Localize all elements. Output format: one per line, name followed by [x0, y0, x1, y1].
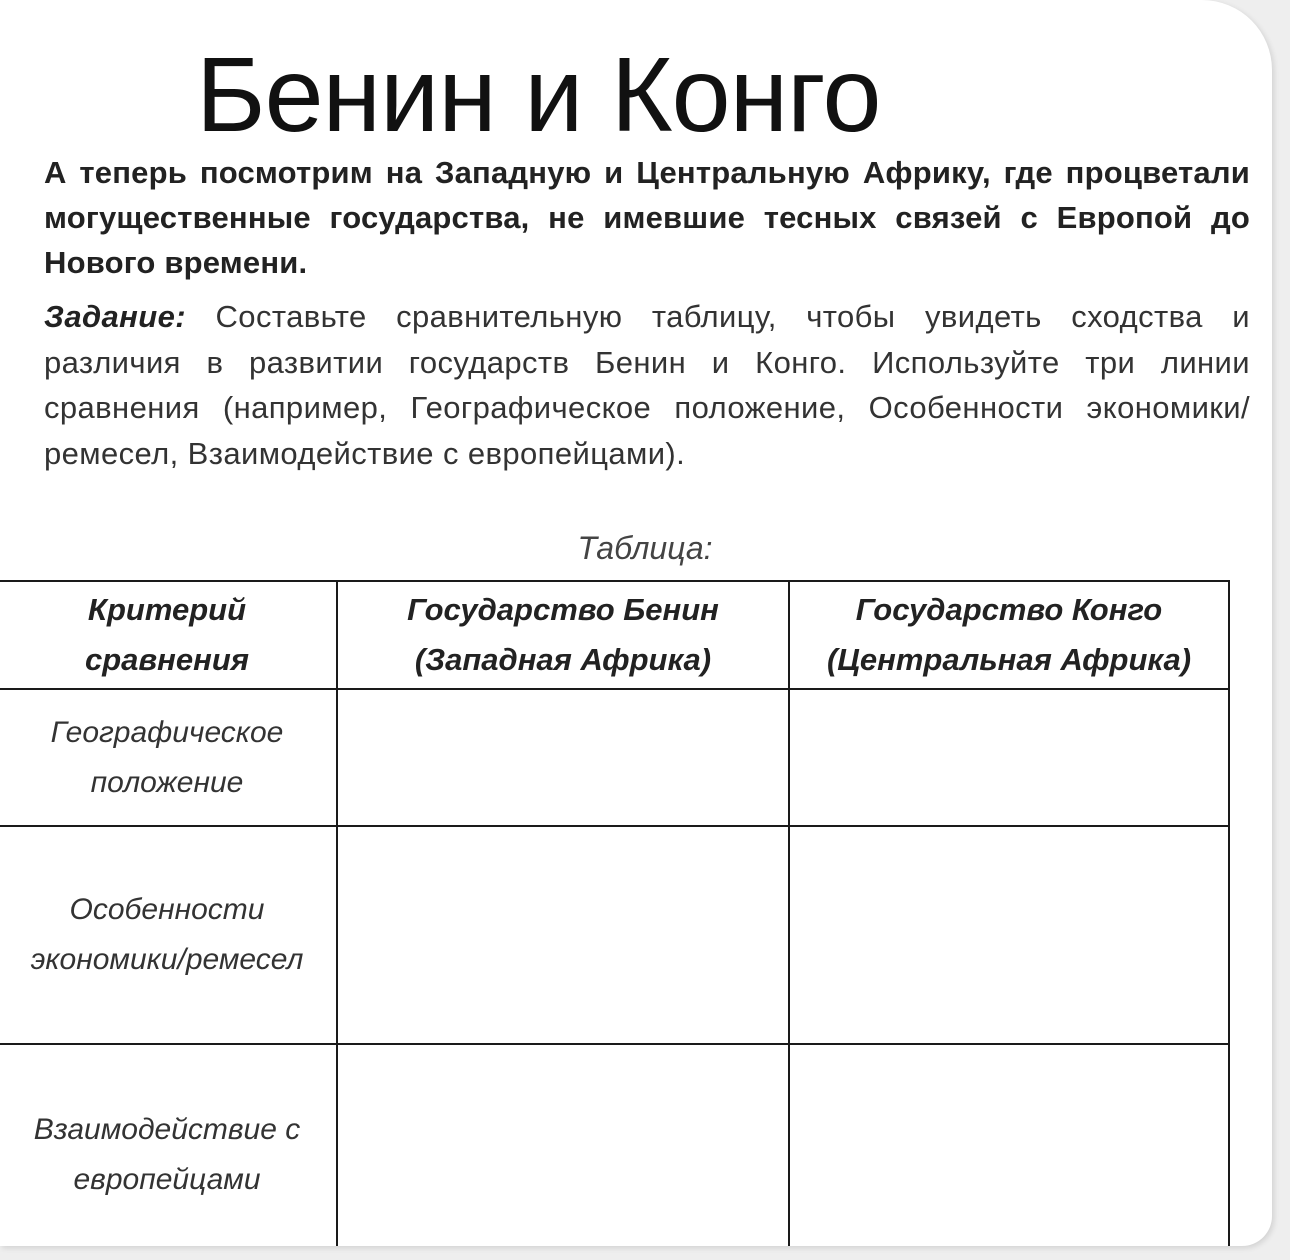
header-benin-line2: (Западная Африка) [414, 642, 712, 677]
header-benin [337, 581, 789, 689]
header-criterion [0, 581, 337, 689]
task-paragraph [44, 294, 1250, 476]
task-text: Составьте сравнительную таблицу, чтобы увидеть сходства и различия в развитии государств Бенин и Конго. Используйте три линии сравнения (например, Географическое положение, Особенности экономики/ремесел, Взаимодействие с европейцами). [44, 299, 1251, 471]
criterion-europeans-line1: Взаимодействие с [33, 1113, 301, 1146]
header-criterion-line1: Критерий [87, 592, 247, 627]
criterion-geography [0, 689, 337, 826]
table-row [0, 826, 1229, 1044]
header-congo-line1: Государство Конго [855, 592, 1163, 627]
header-congo-line2: (Центральная Африка) [826, 642, 1192, 677]
table-row [0, 1044, 1229, 1246]
benin-economy-cell[interactable] [337, 826, 789, 1044]
benin-geography-cell[interactable] [337, 689, 789, 826]
criterion-economy-line1: Особенности [69, 893, 265, 926]
table-caption: Таблица: [577, 530, 713, 566]
table-header-row [0, 581, 1229, 689]
criterion-geography-line1: Географическое [50, 715, 284, 749]
criterion-europeans-line2: европейцами [73, 1163, 261, 1196]
header-criterion-line2: сравнения [84, 642, 250, 677]
congo-geography-cell[interactable] [789, 689, 1229, 826]
criterion-geography-line2: положение [90, 765, 244, 799]
task-label: Задание: [44, 299, 186, 334]
benin-europeans-cell[interactable] [337, 1044, 789, 1246]
criterion-economy-line2: экономики/ремесел [30, 943, 304, 976]
page-title: Бенин и Конго [196, 36, 881, 154]
header-benin-line1: Государство Бенин [407, 592, 719, 627]
header-congo [789, 581, 1229, 689]
intro-paragraph: А теперь посмотрим на Западную и Центральную Африку, где процветали могущественные государства, не имевшие тесных связей с Европой до Нового времени. [44, 155, 1250, 280]
criterion-economy [0, 826, 337, 1044]
comparison-table [0, 580, 1230, 1246]
criterion-europeans [0, 1044, 337, 1246]
congo-economy-cell[interactable] [789, 826, 1229, 1044]
congo-europeans-cell[interactable] [789, 1044, 1229, 1246]
table-row [0, 689, 1229, 826]
